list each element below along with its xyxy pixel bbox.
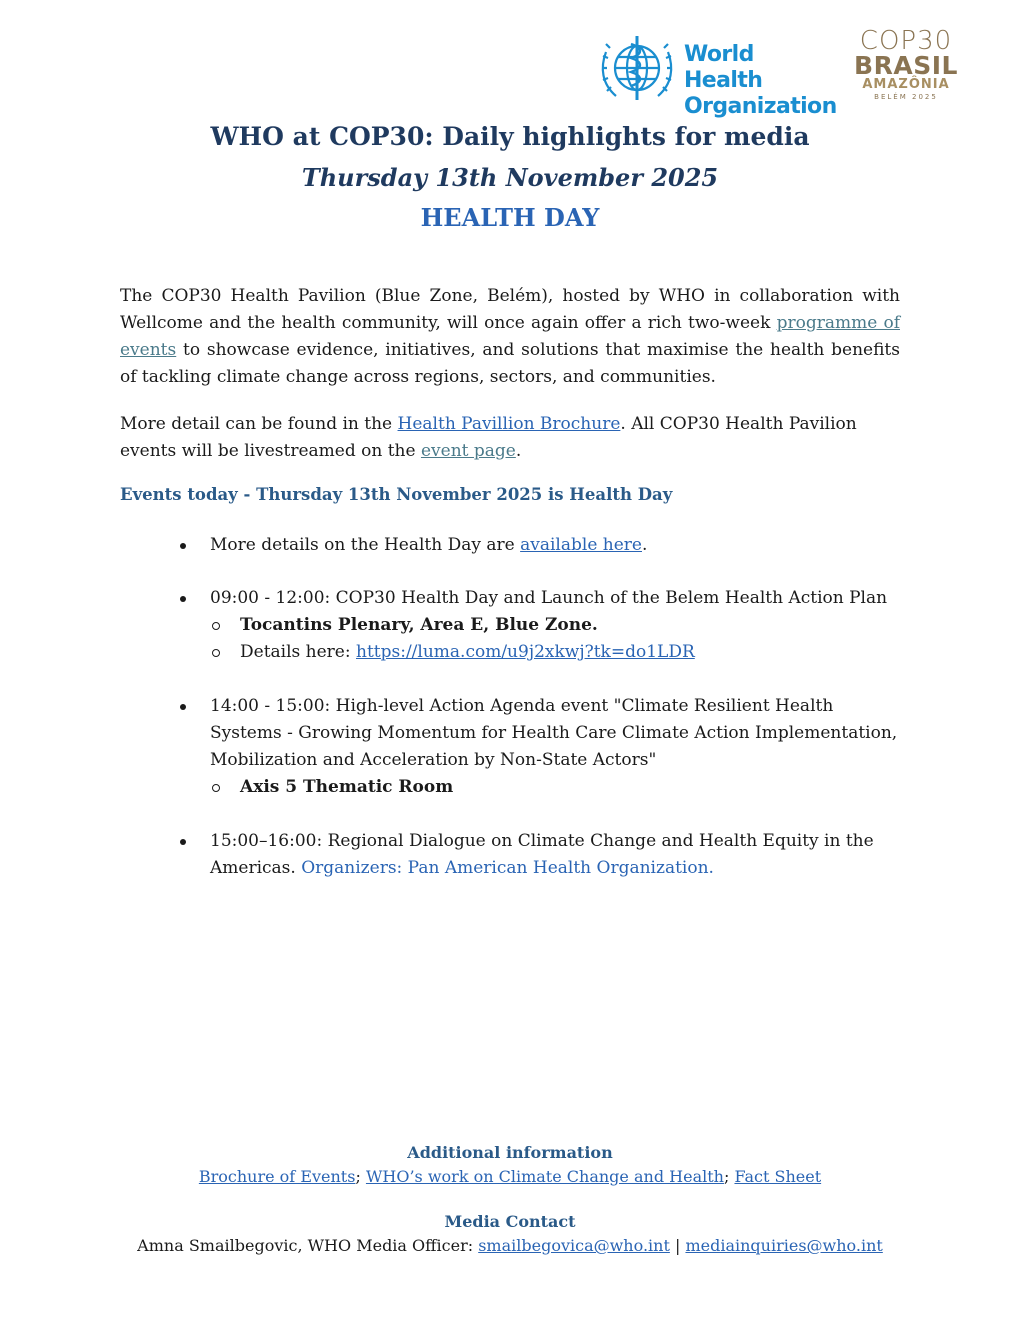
bullet bbox=[180, 839, 186, 845]
who-name-line2: Organization bbox=[684, 94, 837, 119]
health-day-details-link[interactable]: available here bbox=[520, 535, 642, 555]
item-text: 15:00–16:00: Regional Dialogue on Climate Change and Health Equity in the Americas. bbox=[210, 831, 874, 878]
bullet bbox=[180, 704, 186, 710]
item-text: 09:00 - 12:00: COP30 Health Day and Launch of the Belem Health Action Plan bbox=[210, 588, 888, 608]
media-contact-title: Media Contact bbox=[444, 1212, 576, 1231]
intro-text: The COP30 Health Pavilion (Blue Zone, Belém), hosted by WHO in collaboration with Wellcome and the health community, will once again offer a rich two-week bbox=[120, 286, 900, 333]
intro-paragraph bbox=[120, 283, 900, 391]
page-title: WHO at COP30: Daily highlights for media bbox=[210, 122, 810, 151]
page-theme: HEALTH DAY bbox=[420, 203, 600, 232]
sub-bullet bbox=[212, 622, 220, 630]
item-text: More details on the Health Day are bbox=[210, 535, 521, 555]
who-name bbox=[684, 42, 837, 120]
cop-logo-line3: AMAZÔNIA bbox=[862, 77, 950, 92]
item-end: . bbox=[642, 535, 648, 555]
list-item bbox=[180, 693, 900, 801]
brochure-link[interactable]: Health Pavillion Brochure bbox=[397, 414, 621, 434]
detail-text-end: . bbox=[515, 441, 522, 461]
organizers: Organizers: Pan American Health Organization. bbox=[301, 858, 714, 878]
brochure-of-events-link[interactable]: Brochure of Events bbox=[198, 1167, 356, 1186]
sub-bullet bbox=[212, 649, 220, 657]
email-mediainquiries[interactable]: mediainquiries@who.int bbox=[685, 1236, 883, 1255]
events-heading: Events today - Thursday 13th November 2025 is Health Day bbox=[120, 485, 673, 504]
additional-info-links bbox=[0, 1165, 1020, 1189]
who-emblem-icon bbox=[598, 32, 676, 104]
sub-item bbox=[210, 639, 900, 666]
list-item bbox=[180, 828, 900, 882]
separator: ; bbox=[355, 1167, 361, 1186]
bullet bbox=[180, 596, 186, 602]
detail-text: More detail can be found in the bbox=[120, 414, 398, 434]
venue: Tocantins Plenary, Area E, Blue Zone. bbox=[240, 615, 598, 635]
who-logo bbox=[598, 30, 837, 119]
sub-bullet bbox=[212, 784, 220, 792]
contact-text: Amna Smailbegovic, WHO Media Officer: bbox=[137, 1236, 479, 1255]
luma-link[interactable]: https://luma.com/u9j2xkwj?tk=do1LDR bbox=[356, 642, 695, 662]
cop-logo-line1: COP30 bbox=[859, 26, 953, 56]
separator: ; bbox=[723, 1167, 730, 1186]
cop-logo-line4: BELÉM 2025 bbox=[874, 93, 938, 101]
list-item bbox=[180, 532, 900, 559]
pipe-separator: | bbox=[669, 1236, 686, 1255]
details-label: Details here: bbox=[240, 642, 356, 662]
bullet bbox=[180, 543, 186, 549]
programme-of-events-link[interactable]: programme of events bbox=[120, 313, 900, 360]
cop30-logo bbox=[852, 28, 960, 108]
intro-text-end: to showcase evidence, initiatives, and solutions that maximise the health benefits of tackling climate change across regions, sectors, and communities. bbox=[120, 340, 900, 387]
header-logos bbox=[598, 26, 960, 119]
page-date: Thursday 13th November 2025 bbox=[301, 163, 719, 192]
sub-item bbox=[210, 774, 900, 801]
who-climate-work-link[interactable]: WHO’s work on Climate Change and Health bbox=[365, 1167, 724, 1186]
additional-info-title: Additional information bbox=[407, 1143, 613, 1162]
cop-logo-line2: BRASIL bbox=[854, 51, 958, 80]
fact-sheet-link[interactable]: Fact Sheet bbox=[734, 1167, 822, 1186]
list-item bbox=[180, 585, 900, 666]
venue: Axis 5 Thematic Room bbox=[240, 777, 454, 797]
additional-info-heading bbox=[0, 1141, 1020, 1165]
sub-item bbox=[210, 612, 900, 639]
item-text: 14:00 - 15:00: High-level Action Agenda event "Climate Resilient Health Systems - Growing Momentum for Health Care Climate Action Implementation, Mobilization and Acceleration by Non-State Actors" bbox=[210, 696, 898, 770]
media-contact-heading bbox=[0, 1210, 1020, 1234]
email-smailbegovica[interactable]: smailbegovica@who.int bbox=[478, 1236, 670, 1255]
media-contact-line bbox=[0, 1234, 1020, 1258]
detail-paragraph bbox=[120, 411, 900, 465]
who-name-line1: World Health bbox=[684, 42, 763, 93]
detail-text-middle: . All COP30 Health Pavilion events will be livestreamed on the bbox=[120, 414, 857, 461]
event-page-link[interactable]: event page bbox=[420, 441, 516, 461]
